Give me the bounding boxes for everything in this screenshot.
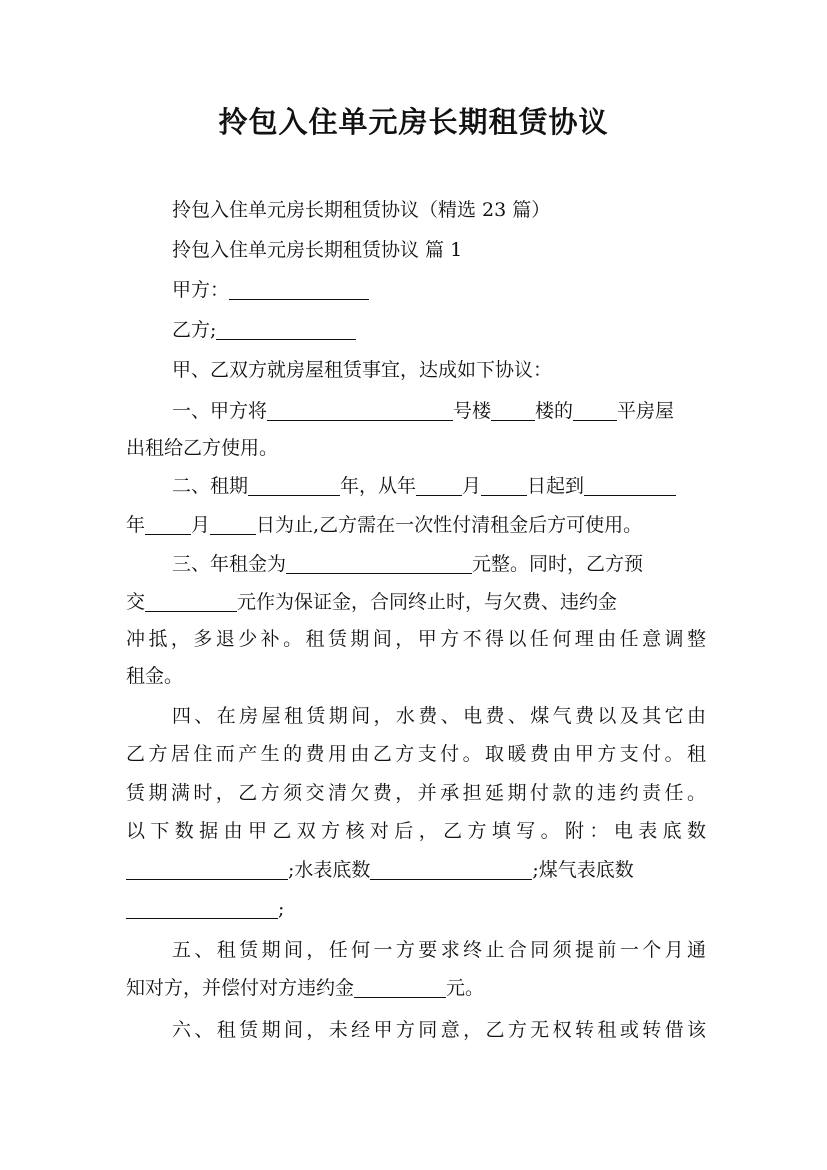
fill-in-blank (354, 975, 446, 998)
clause-4-line-5: ;水表底数 ;煤气表底数 (126, 850, 706, 890)
clause-5-line-2: 知对方，并偿付对方违约金 元。 (126, 977, 485, 999)
fill-in-blank (286, 551, 472, 574)
clause-5-line-1: 五、租赁期间，任何一方要求终止合同须提前一个月通 (172, 939, 706, 961)
fill-in-blank (126, 857, 288, 880)
document-title: 拎包入住单元房长期租赁协议 (218, 105, 609, 139)
document-subtitle: 拎包入住单元房长期租赁协议（精选 23 篇） (172, 199, 551, 221)
clause-6-line-1: 六、租赁期间，未经甲方同意，乙方无权转租或转借该 (172, 1019, 706, 1041)
fill-in-blank (491, 398, 535, 421)
fill-in-blank (481, 473, 527, 496)
clause-2-line-2: 年 月 日为止,乙方需在一次性付清租金后方可使用。 (126, 514, 643, 536)
fill-in-blank (145, 589, 237, 612)
intro-paragraph: 甲、乙双方就房屋租赁事宜，达成如下协议： (172, 359, 553, 381)
clause-4-line-3: 赁期满时，乙方须交清欠费，并承担延期付款的违约责任。 (126, 782, 706, 804)
party-b-line: 乙方; (172, 310, 706, 350)
fill-in-blank (370, 857, 532, 880)
clause-4-line-1: 四、在房屋租赁期间，水费、电费、煤气费以及其它由 (172, 705, 706, 727)
fill-in-blank (210, 512, 256, 535)
clause-1-line-1: 一、甲方将 号楼 楼的 平房屋 (172, 400, 675, 422)
fill-in-blank (416, 473, 462, 496)
clause-1-line-2: 出租给乙方使用。 (126, 437, 279, 459)
fill-in-blank (584, 473, 676, 496)
fill-in-blank (573, 398, 617, 421)
clause-4-line-6: ; (126, 889, 706, 929)
clause-3-line-1: 三、年租金为 元整。同时，乙方预 (172, 553, 644, 575)
party-a-blank (229, 277, 369, 300)
clause-3-line-4: 租金。 (126, 665, 184, 687)
fill-in-blank (145, 512, 191, 535)
clause-3-line-3: 冲抵，多退少补。租赁期间，甲方不得以任何理由任意调整 (126, 628, 706, 650)
clause-2-line-1: 二、租期 年，从年 月 日起到 (172, 466, 706, 506)
fill-in-blank (248, 473, 340, 496)
chapter-heading: 拎包入住单元房长期租赁协议 篇 1 (172, 239, 463, 261)
clause-4-line-4: 以下数据由甲乙双方核对后，乙方填写。附：电表底数 (126, 820, 706, 842)
party-b-blank (216, 317, 356, 340)
clause-3-line-2: 交 元作为保证金，合同终止时，与欠费、违约金 (126, 591, 618, 613)
fill-in-blank (126, 896, 278, 919)
party-a-line: 甲方： (172, 270, 706, 310)
clause-4-line-2: 乙方居住而产生的费用由乙方支付。取暖费由甲方支付。租 (126, 743, 706, 765)
fill-in-blank (267, 398, 453, 421)
